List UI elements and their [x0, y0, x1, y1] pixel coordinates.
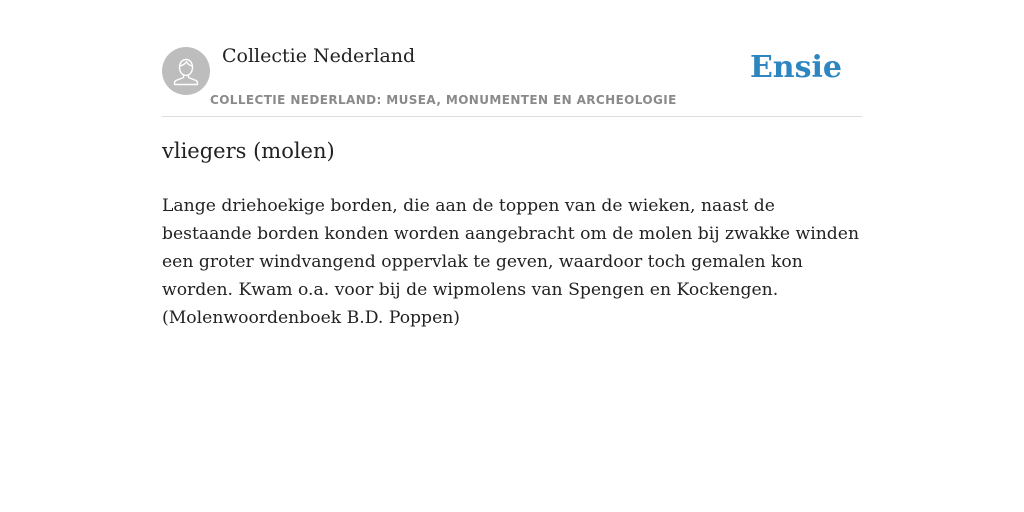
- author-name[interactable]: Collectie Nederland: [222, 45, 416, 67]
- collection-subtitle: COLLECTIE NEDERLAND: MUSEA, MONUMENTEN EN ARCHEOLOGIE: [210, 93, 677, 107]
- header: [162, 0, 862, 117]
- entry-title: vliegers (molen): [162, 139, 335, 163]
- entry-definition: Lange driehoekige borden, die aan de toppen van de wieken, naast de bestaande borden konden worden aangebracht om de molen bij zwakke winden een groter windvangend oppervlak te geven, waardoor toch gemalen kon worden. Kwam o.a. voor bij de wipmolens van Spengen en Kockengen. (Molenwoordenboek B.D. Poppen): [162, 196, 860, 328]
- user-silhouette-icon: [162, 47, 210, 95]
- avatar[interactable]: [162, 47, 210, 95]
- ensie-logo[interactable]: Ensie: [749, 50, 842, 85]
